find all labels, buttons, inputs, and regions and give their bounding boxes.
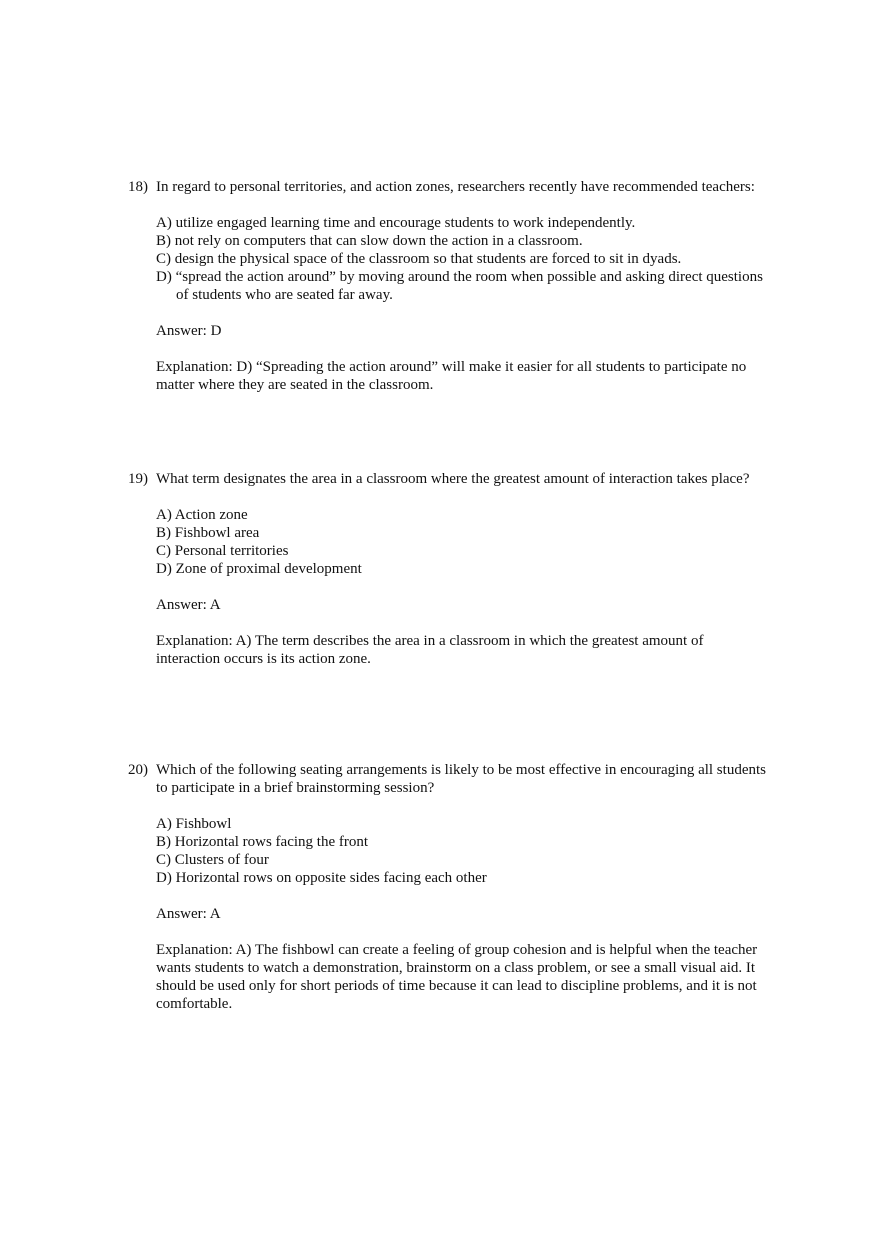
option-b: B) Horizontal rows facing the front <box>156 834 369 850</box>
explanation-text: Explanation: D) “Spreading the action around” will make it easier for all students to participate no matter where they are seated in the classroom. <box>156 359 747 393</box>
question-number: 18) <box>128 179 148 195</box>
option-b: B) Fishbowl area <box>156 525 260 541</box>
question-text: What term designates the area in a classroom where the greatest amount of interaction takes place? <box>156 471 750 487</box>
option-c: C) Personal territories <box>156 543 289 559</box>
question-number: 20) <box>128 762 148 778</box>
question-stem <box>128 470 768 488</box>
question-number: 19) <box>128 471 148 487</box>
question-text: Which of the following seating arrangements is likely to be most effective in encouraging all students to participate in a brief brainstorming session? <box>156 762 766 796</box>
answer-line: Answer: A <box>156 597 221 613</box>
question-19 <box>128 470 768 668</box>
answer-options <box>156 506 768 578</box>
option-a: A) Action zone <box>156 507 248 523</box>
option-d: D) Zone of proximal development <box>156 561 362 577</box>
option-b: B) not rely on computers that can slow down the action in a classroom. <box>156 233 583 249</box>
option-c: C) Clusters of four <box>156 852 269 868</box>
question-text: In regard to personal territories, and action zones, researchers recently have recommended teachers: <box>156 179 755 195</box>
answer-options <box>156 815 768 887</box>
option-c: C) design the physical space of the classroom so that students are forced to sit in dyads. <box>156 251 682 267</box>
answer-line: Answer: A <box>156 906 221 922</box>
question-stem <box>128 761 768 797</box>
option-d: D) “spread the action around” by moving around the room when possible and asking direct questions of students who are seated far away. <box>156 269 763 303</box>
explanation-text: Explanation: A) The fishbowl can create a feeling of group cohesion and is helpful when the teacher wants students to watch a demonstration, brainstorm on a class problem, or see a small visual aid. It should be used only for short periods of time because it can lead to discipline problems, and it is not comfortable. <box>156 942 758 1012</box>
option-d: D) Horizontal rows on opposite sides facing each other <box>156 870 487 886</box>
answer-options <box>156 214 768 304</box>
question-stem <box>128 178 768 196</box>
explanation-text: Explanation: A) The term describes the area in a classroom in which the greatest amount of interaction occurs is its action zone. <box>156 633 704 667</box>
option-a: A) utilize engaged learning time and encourage students to work independently. <box>156 215 636 231</box>
answer-line: Answer: D <box>156 323 222 339</box>
question-18 <box>128 178 768 394</box>
option-a: A) Fishbowl <box>156 816 232 832</box>
question-20 <box>128 761 768 1013</box>
